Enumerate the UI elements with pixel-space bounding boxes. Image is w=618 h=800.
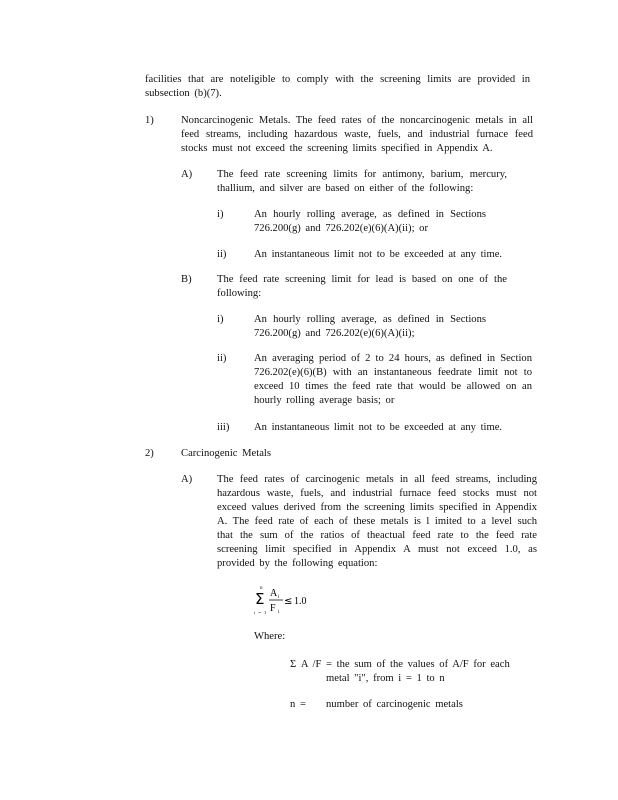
section-1aii-text: An instantaneous limit not to be exceeded at any time.: [254, 249, 503, 260]
section-2-heading: Carcinogenic Metals: [181, 448, 271, 459]
section-1b-label: B): [181, 274, 192, 285]
sum-symbol: Σ: [255, 590, 265, 608]
section-1a-text: The feed rate screening limits for antimony, barium, mercury, thallium, and silver are based on either of the following:: [217, 169, 507, 194]
section-1b-text: The feed rate screening limit for lead is based on one of the following:: [217, 274, 507, 299]
numerator-symbol: A: [270, 588, 278, 599]
section-1-text: Noncarcinogenic Metals. The feed rates of the noncarcinogenic metals in all feed streams, including hazardous waste, fuels, and industrial furnace feed stocks must not exceed the screening limits specified in Appendix A.: [181, 115, 533, 154]
denominator-symbol: F: [270, 603, 276, 614]
relation-symbol: ≤: [284, 596, 293, 607]
sum-upper-index: n: [260, 586, 263, 591]
section-2-label: 2): [145, 448, 154, 459]
equation-bound: 1.0: [294, 596, 307, 607]
where-label: Where:: [254, 631, 286, 642]
section-1bi-text: An hourly rolling average, as defined in Sections 726.200(g) and 726.202(e)(6)(A)(ii);: [254, 314, 486, 339]
sum-lower-index: i = 1: [254, 610, 267, 615]
section-1aii-label: ii): [217, 249, 227, 260]
section-1ai-label: i): [217, 209, 224, 220]
definition-2-text: number of carcinogenic metals: [326, 699, 463, 710]
section-1bii-label: ii): [217, 353, 227, 364]
section-1bi-label: i): [217, 314, 224, 325]
section-1biii-text: An instantaneous limit not to be exceeded at any time.: [254, 422, 503, 433]
definition-1-continuation: metal "i", from i = 1 to n: [326, 673, 445, 684]
section-1a-label: A): [181, 169, 193, 180]
definition-1-term: Σ A /F = the sum of the values of A/F for each: [290, 659, 510, 670]
section-1-label: 1): [145, 115, 154, 126]
intro-paragraph: facilities that are noteligible to comply with the screening limits are provided in subsection (b)(7).: [145, 74, 530, 99]
definition-2-term: n =: [290, 699, 306, 710]
summation-equation: [254, 585, 314, 617]
section-1biii-label: iii): [217, 422, 230, 433]
section-2a-label: A): [181, 474, 193, 485]
section-1bii-text: An averaging period of 2 to 24 hours, as defined in Section 726.202(e)(6)(B) with an instantaneous feedrate limit not to exceed 10 times the feed rate that would be allowed on an hourly rolling average basis; or: [254, 353, 532, 406]
section-2a-text: The feed rates of carcinogenic metals in all feed streams, including hazardous waste, fuels, and industrial furnace feed stocks must not exceed values derived from the screening limits specified in Appendix A. The feed rate of each of these metals is l imited to a level such that the sum of the ratios of theactual feed rate to the feed rate screening limit specified in Appendix A must not exceed 1.0, as provided by the following equation:: [217, 474, 537, 569]
denominator-subscript: i: [278, 610, 280, 615]
section-1ai-text: An hourly rolling average, as defined in Sections 726.200(g) and 726.202(e)(6)(A)(ii); or: [254, 209, 486, 234]
numerator-subscript: i: [278, 595, 280, 600]
